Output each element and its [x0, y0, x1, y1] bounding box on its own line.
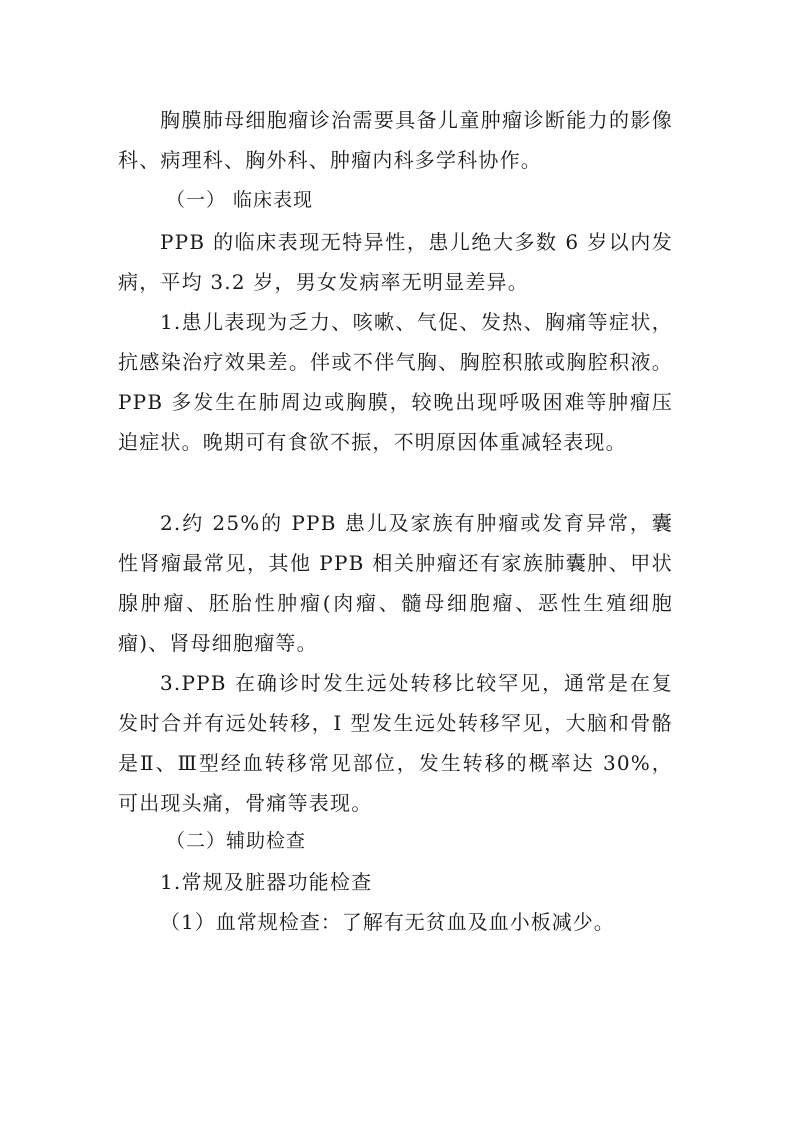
auxiliary-item-1-1: （1）血常规检查：了解有无贫血及血小板减少。 [160, 910, 615, 934]
auxiliary-item-1: 1.常规及脏器功能检查 [160, 870, 373, 894]
section-heading-auxiliary: （二）辅助检查 [166, 830, 307, 852]
clinical-item-2: 2.约 25%的 PPB 患儿及家族有肿瘤或发育异常，囊性肾瘤最常见，其他 PPB 相关肿瘤还有家族肺囊肿、甲状腺肿瘤、胚胎性肿瘤(肉瘤、髓母细胞瘤、恶性生殖细胞瘤)、肾母细胞瘤等。 [118, 511, 673, 655]
clinical-item-1: 1.患儿表现为乏力、咳嗽、气促、发热、胸痛等症状，抗感染治疗效果差。伴或不伴气胸、胸腔积脓或胸腔积液。PPB 多发生在肺周边或胸膜，较晚出现呼吸困难等肿瘤压迫症状。晚期可有食欲不振，不明原因体重减轻表现。 [118, 310, 673, 454]
clinical-item-3: 3.PPB 在确诊时发生远处转移比较罕见，通常是在复发时合并有远处转移，I 型发生远处转移罕见，大脑和骨骼是Ⅱ、Ⅲ型经血转移常见部位，发生转移的概率达 30%，可出现头痛，骨痛等表现。 [118, 671, 673, 815]
section-heading-clinical: （一） 临床表现 [166, 189, 314, 211]
intro-paragraph: 胸膜肺母细胞瘤诊治需要具备儿童肿瘤诊断能力的影像科、病理科、胸外科、肿瘤内科多学科协作。 [118, 108, 673, 172]
clinical-paragraph: PPB 的临床表现无特异性，患儿绝大多数 6 岁以内发病，平均 3.2 岁，男女发病率无明显差异。 [118, 230, 673, 294]
